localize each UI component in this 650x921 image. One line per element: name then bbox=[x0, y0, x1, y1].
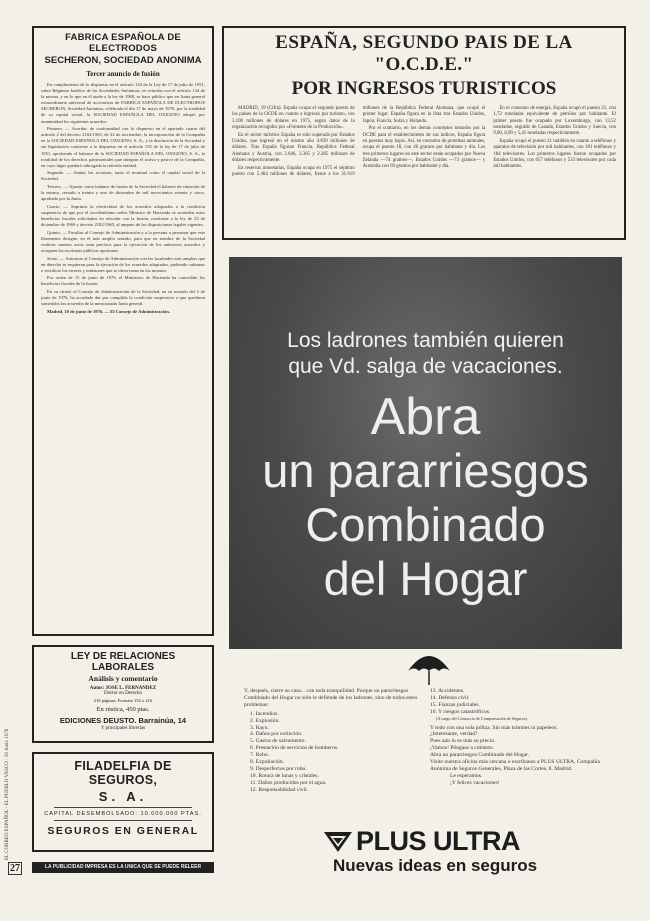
plus-ultra-logo-icon bbox=[322, 830, 354, 854]
ad-risk-item: 6. Prestación de servicios de bomberos. bbox=[250, 745, 339, 752]
ad-copy-left bbox=[244, 688, 424, 794]
umbrella-icon bbox=[406, 647, 452, 687]
ad-closing: Y todo con una sola póliza. Sin más trámites ni papeleos. bbox=[430, 724, 558, 731]
ad-risk-item: 5. Gastos de salvamento. bbox=[250, 738, 306, 745]
fabrica-body bbox=[41, 82, 205, 315]
page-number: 27 bbox=[10, 863, 20, 874]
fabrica-paragraph: Segundo. — Anular las acciones, tanto el nominal como el capital social de la Sociedad. bbox=[41, 170, 205, 182]
filadelfia-divider bbox=[54, 807, 192, 808]
filadelfia-tagline: SEGUROS EN GENERAL bbox=[47, 825, 199, 837]
ley-bookstores: Y principales librerías bbox=[100, 726, 146, 731]
ad-risk-item: 8. Expoliación. bbox=[250, 759, 285, 766]
ad-risk-item: 15. Fianzas judiciales. bbox=[430, 701, 480, 708]
fabrica-paragraph: Sexto. — Autorizar al Consejo de Administración con las facultades más amplias que en derecho se requieran para la ejecución de los acuerdos adoptados, pudiendo subsanar o rectificar los errores y omisiones que se observaran en los mismos. bbox=[41, 255, 205, 273]
ad-closing: ¡Vamos! Póngase a cubierto. bbox=[430, 745, 494, 752]
ad-risk-item: 9. Desperfectos por robo. bbox=[250, 765, 307, 772]
news-paragraph: En el consumo de energía, España ocupó el puesto 21, con 1,72 toneladas equivalente de petróleo por habitante. El primer puesto fue ocupado por Luxemburgo, con 13,52 toneladas, seguido de Canadá, Estados Unidos y Suecia, con 9,80, 8,99 y 5,45 toneladas respectivamente. bbox=[493, 106, 616, 137]
ad-closing: Pues aún lo es más su precio. bbox=[430, 738, 496, 745]
ad-risk-item: 12. Responsabilidad civil. bbox=[250, 786, 309, 793]
ley-title: LEY DE RELACIONES LABORALES bbox=[70, 651, 176, 673]
margin-strip bbox=[3, 640, 17, 870]
fabrica-paragraph: Primero. — Acordar, de conformidad con lo dispuesto en el apartado cuarto del artículo 2 del decreto 2182/1965, de 22 de noviembre, la incorporación de la Compañía en la SOCIEDAD ESPAÑOLA DEL OXIGENO, S. A., y la disolución de la Sociedad y sin liquidación conforme a lo dispuesto en el artículo 155 de la ley de 17 de julio de 1951, aprobando el balance de la SOCIEDAD ESPAÑOLA DEL OXIGENO, S. A., la totalidad de los derechos patrimoniales que integran el activo y pasivo de la Compañía, en cuyo lugar quedará subrogada la referida entidad. bbox=[41, 126, 205, 168]
plus-ultra-brand: PLUS ULTRA bbox=[356, 826, 520, 856]
news-headline-line1: ESPAÑA, SEGUNDO PAIS DE LA "O.C.D.E." bbox=[275, 32, 573, 75]
news-paragraph: Por el contrario, en los demás conceptos tomados por la OCDE para el establecimiento de sus índices, España figura en puestos muy bajos. Así, en consumo de proteínas animales, ocupa el puesto 18, con 46 gramos por habitante y día. Los tres primeros lugares en este sector están ocupados por Nueva Zelanda —74 gramos—, Estados Unidos —73 gramos— y Australia con 69 gramos por habitante y día. bbox=[362, 126, 486, 170]
ad-risk-item: 14. Defensa civil. bbox=[430, 694, 470, 701]
fabrica-paragraph: Madrid, 18 de junio de 1976. — El Consejo de Administración. bbox=[47, 308, 170, 314]
news-article bbox=[222, 26, 626, 240]
ley-subtitle: Análisis y comentario bbox=[88, 674, 158, 683]
fabrica-notice bbox=[32, 26, 214, 636]
fabrica-paragraph: En su virtud, el Consejo de Administración de la Sociedad, en su reunión del 2 de junio de 1976, ha acordado dar por cumplida la condición suspensiva a que quedaron sometidos los acuerdos de la mencionada Junta general. bbox=[41, 289, 205, 307]
ley-author-title: Doctor en Derecho bbox=[103, 691, 143, 696]
fabrica-title-line1: FABRICA ESPAÑOLA DE ELECTRODOS bbox=[65, 32, 181, 54]
ad-risk-item: 16. Y riesgos catastróficos. bbox=[430, 708, 491, 715]
fabrica-paragraph: Tercero. — Ajustar como balance de fusión de la Sociedad el balance de situación de la misma, cerrado a treinta y uno de diciembre de mil novecientos setenta y cinco, aprobado por la Junta. bbox=[41, 184, 205, 202]
filadelfia-divider bbox=[54, 820, 192, 821]
fabrica-paragraph: Por orden de 15 de junio de 1976, el Ministerio de Hacienda ha concedido los beneficios fiscales de la fusión. bbox=[41, 275, 205, 287]
ad-risk-item: 7. Robo. bbox=[250, 752, 270, 759]
ad-intro: Y, después, cierre su casa... con toda tranquilidad. Porque un pararriesgos Combinado del Hogar no sólo le defiende de los ladrones, sino de todos estos problemas: bbox=[244, 688, 418, 708]
ad-risk-item: 2. Explosión. bbox=[250, 717, 280, 724]
news-headline-line2: POR INGRESOS TURISTICOS bbox=[291, 78, 557, 99]
ad-big-line1: Abra bbox=[370, 388, 481, 446]
ad-risk-note: (A cargo del Consorcio de Compensación de Seguros). bbox=[436, 715, 528, 721]
footer-bar: LA PUBLICIDAD IMPRESA ES LA UNICA QUE SE PUEDE RELEER bbox=[32, 862, 214, 873]
ad-big-line4: del Hogar bbox=[323, 552, 528, 605]
filadelfia-sa: S. A. bbox=[98, 789, 148, 804]
ad-risk-item: 10. Rotura de lunas y cristales. bbox=[250, 772, 319, 779]
ley-book-ad bbox=[32, 645, 214, 743]
news-paragraph: En el sector turístico España es sólo superada por Estados Unidos, que ingresó en el mismo año 4.839 millones de dólares. Tras España figuran Francia, República Federal Alemana y Austria, con 2.646, 2.305 y 2.285 millones de dólares respectivamente. bbox=[232, 132, 355, 163]
ad-photo-line1: Los ladrones también quieren bbox=[287, 329, 564, 352]
fabrica-paragraph: En cumplimiento de lo dispuesto en el artículo 143 de la Ley de 17 de julio de 1951, sobre Régimen Jurídico de las Sociedades Anónimas, en relación con el artículo 134 de la misma, y en lo que en él atañe a la ley de 1968, se hace público que en Junta general extraordinaria universal de accionistas de FABRICA ESPAÑOLA DE ELECTRODOS SECHERON, Sociedad Anónima, celebrada el día 17 de mayo de 1976, por la totalidad de su capital social, la SOCIEDAD ESPAÑOLA DEL OXIGENO adoptó por unanimidad los siguientes acuerdos: bbox=[41, 82, 205, 124]
filadelfia-capital: CAPITAL DESEMBOLSADO: 10.000.000 PTAS. bbox=[44, 811, 202, 817]
fabrica-title-line2: SECHERON, SOCIEDAD ANONIMA bbox=[44, 55, 202, 66]
ad-big-headline bbox=[229, 390, 622, 606]
ad-closing: Le esperamos. bbox=[450, 772, 483, 779]
ley-author: Autor: JOSE L. FERNANDEZ bbox=[89, 686, 157, 691]
ad-photo-line2: que Vd. salga de vacaciones. bbox=[288, 355, 563, 378]
fabrica-subtitle: Tercer anuncio de fusión bbox=[86, 70, 160, 78]
ad-closing: Visite nuestra oficina más cercana o escríbanos a PLUS ULTRA, Compañía Anónima de Seguros Generales, Plaza de las Cortes, 8. Madrid. bbox=[430, 759, 600, 772]
news-paragraph: MADRID, 19 (Cifra). España ocupa el segundo puesto de los países de la OCDE en cuanto a ingresos por turismo, con 3.100 millones de dólares en 1975, según datos de la organización recogidos por «Fomento de la Producción». bbox=[232, 106, 355, 130]
news-body bbox=[232, 106, 616, 178]
filadelfia-ad bbox=[32, 752, 214, 852]
ad-risk-item: 1. Incendios. bbox=[250, 710, 279, 717]
ad-risk-item: 3. Rayo. bbox=[250, 724, 269, 731]
news-paragraph: En reservas monetarias, España ocupa en 1975 el séptimo puesto con 5.464 millones de dólares, frente a los 31.619 millones de la República Federal Alemana, que ocupó el primer lugar. España figura en la lista tras Estados Unidos, Japón, Francia, Suiza y Holanda. bbox=[232, 106, 486, 177]
ad-risk-item: 13. Accidentes. bbox=[430, 688, 465, 694]
ad-big-line3: Combinado bbox=[305, 498, 546, 551]
ley-details: 216 páginas. Formato 152 x 216 bbox=[93, 698, 153, 703]
ad-risk-item: 11. Daños producidos por el agua. bbox=[250, 779, 327, 786]
ad-big-line2: un pararriesgos bbox=[262, 444, 589, 497]
ad-closing: ¡Y felices vacaciones! bbox=[450, 779, 500, 786]
filadelfia-title: FILADELFIA DE SEGUROS, bbox=[74, 759, 172, 787]
margin-rotated-text: EL CORREO ESPAÑOL - EL PUEBLO VASCO · 20 Junio 1976 bbox=[5, 728, 10, 860]
fabrica-paragraph: Cuarto. — Suprimir la efectividad de los acuerdos adoptados a la condición suspensiva de que por el excelentísimo señor Ministro de Hacienda se acuerden estos beneficios fiscales solicitados en relación con la fusión, conforme a la ley de 23 de diciembre de 1969 y decreto 2182/1965, al amparo de las disposiciones legales vigentes. bbox=[41, 203, 205, 228]
ad-risk-item: 4. Daños por extinción. bbox=[250, 731, 303, 738]
fabrica-paragraph: Quinto. — Facultar al Consejo de Administración y a la persona o personas que este libremente designe, en el más amplio sentido, para que en nombre de la Sociedad realicen cuantos actos sean precisos para la ejecución de los anteriores acuerdos y otorguen las escrituras públicas oportunas. bbox=[41, 229, 205, 253]
news-paragraph: España ocupó el puesto 21 también en cuanto a teléfonos y aparatos de televisión por mil habitantes, con 181 teléfonos y 184 televisores. Los primeros lugares fueron ocupados por Estados Unidos, con 657 teléfonos y 533 televisores por cada mil habitantes. bbox=[493, 138, 616, 170]
plus-ultra-tagline: Nuevas ideas en seguros bbox=[333, 856, 538, 875]
ad-closing: ¿Interesante, verdad? bbox=[430, 731, 478, 738]
ad-closing: Abra un pararriesgos Combinado del Hogar. bbox=[430, 752, 530, 759]
ad-copy-right bbox=[430, 688, 615, 787]
ley-price: En rústica, 450 ptas. bbox=[96, 706, 150, 713]
ley-publisher: EDICIONES DEUSTO. Barrainúa, 14 bbox=[59, 716, 187, 725]
